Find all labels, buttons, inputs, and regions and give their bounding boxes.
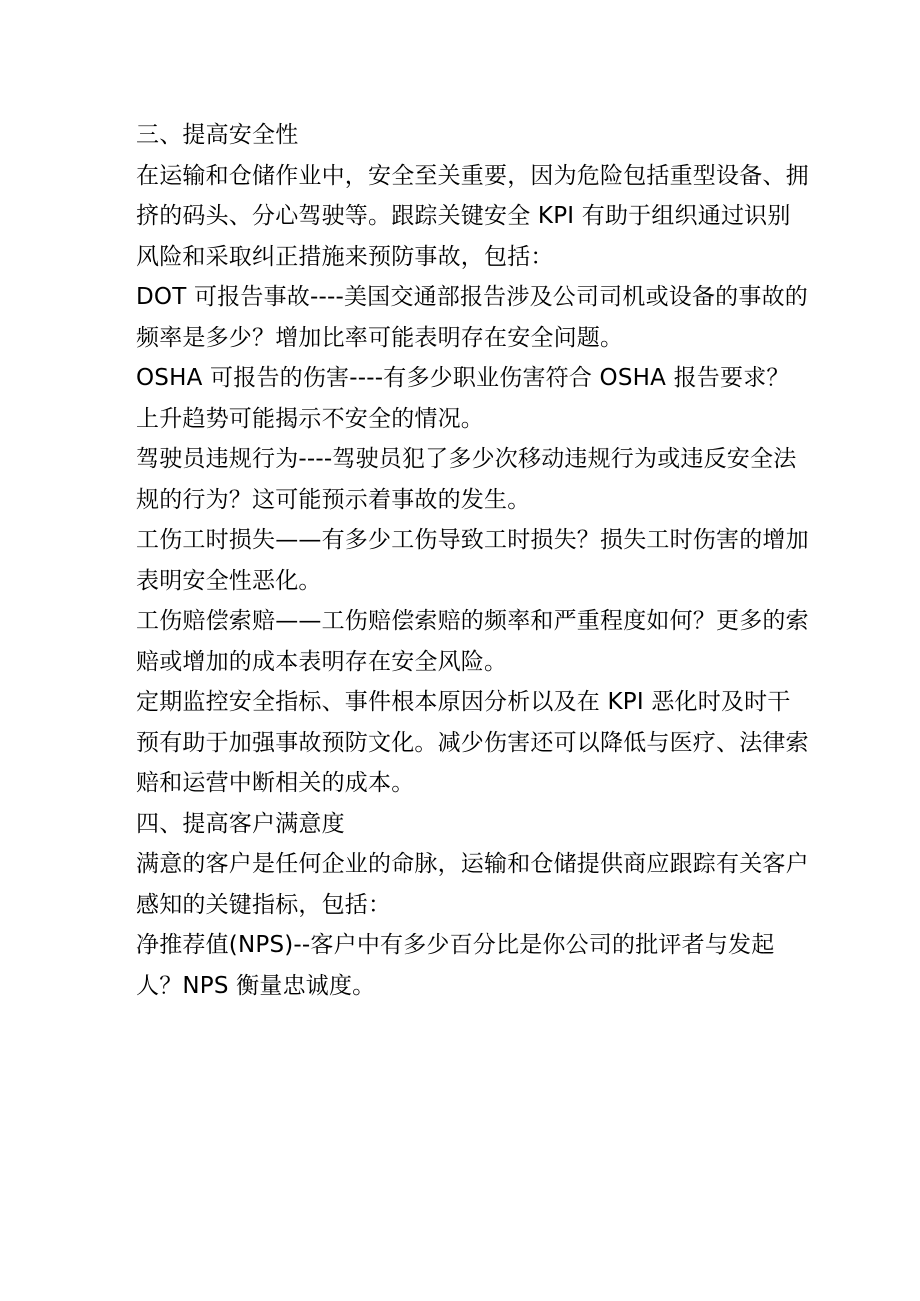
paragraph-nps: 净推荐值(NPS)--客户中有多少百分比是你公司的批评者与发起人？NPS 衡量忠诚度。 (136, 932, 775, 999)
paragraph-driver-violations: 驾驶员违规行为----驾驶员犯了多少次移动违规行为或违反安全法规的行为？这可能预示着事故的发生。 (136, 446, 797, 513)
section-heading-customer-satisfaction: 四、提高客户满意度 (136, 810, 345, 837)
paragraph-safety-intro: 在运输和仓储作业中，安全至关重要，因为危险包括重型设备、拥挤的码头、分心驾驶等。跟踪关键安全 KPI 有助于组织通过识别风险和采取纠正措施来预防事故，包括： (136, 162, 809, 270)
paragraph-workers-comp-claims: 工伤赔偿索赔——工伤赔偿索赔的频率和严重程度如何？更多的索赔或增加的成本表明存在安全风险。 (136, 608, 809, 675)
paragraph-safety-monitoring: 定期监控安全指标、事件根本原因分析以及在 KPI 恶化时及时干预有助于加强事故预防文化。减少伤害还可以降低与医疗、法律索赔和运营中断相关的成本。 (136, 689, 809, 796)
section-heading-safety: 三、提高安全性 (136, 122, 299, 148)
paragraph-customer-intro: 满意的客户是任何企业的命脉，运输和仓储提供商应跟踪有关客户感知的关键指标，包括： (136, 851, 809, 918)
paragraph-lost-time-injuries: 工伤工时损失——有多少工伤导致工时损失？损失工时伤害的增加表明安全性恶化。 (136, 527, 809, 594)
paragraph-osha-injuries: OSHA 可报告的伤害----有多少职业伤害符合 OSHA 报告要求？上升趋势可能揭示不安全的情况。 (136, 365, 790, 432)
paragraph-dot-incidents: DOT 可报告事故----美国交通部报告涉及公司司机或设备的事故的频率是多少？增加比率可能表明存在安全问题。 (136, 284, 808, 351)
